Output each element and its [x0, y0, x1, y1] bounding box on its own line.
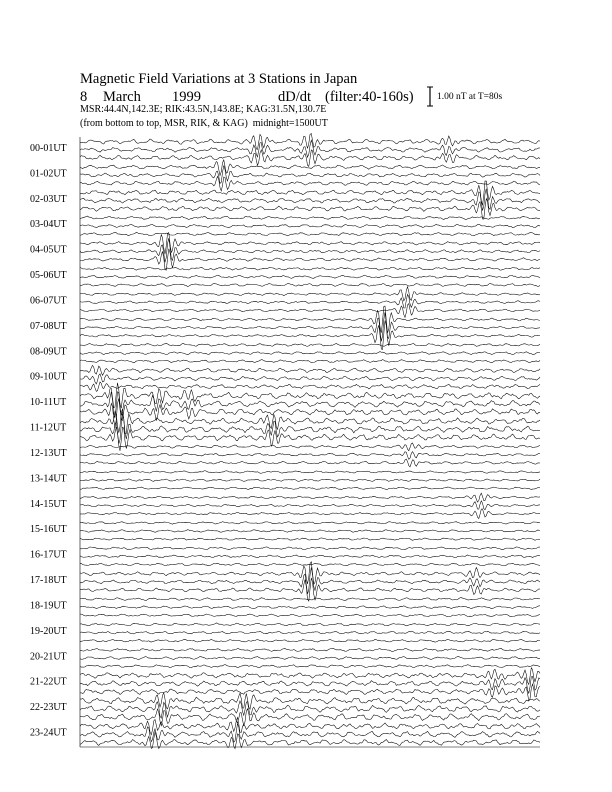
stations-line: MSR:44.4N,142.3E; RIK:43.5N,143.8E; KAG:31.5N,130.7E — [80, 104, 327, 115]
trace-msr — [80, 150, 540, 167]
trace-msr — [80, 382, 540, 391]
trace-msr — [80, 732, 540, 748]
date-day: 8 — [80, 89, 88, 105]
row-label: 06-07UT — [30, 295, 67, 307]
trace-kag — [80, 522, 540, 525]
trace-rik — [80, 224, 540, 227]
trace-rik — [80, 294, 540, 308]
trace-rik — [80, 238, 540, 262]
trace-msr — [80, 487, 540, 489]
trace-msr — [80, 360, 540, 363]
row-label: 02-03UT — [30, 193, 67, 205]
date-month: March — [103, 89, 141, 105]
trace-kag — [80, 471, 540, 474]
row-label: 16-17UT — [30, 549, 67, 561]
trace-msr — [80, 304, 540, 318]
trace-kag — [80, 383, 540, 408]
trace-kag — [80, 287, 540, 301]
row-label: 08-09UT — [30, 346, 67, 358]
trace-msr — [80, 509, 540, 519]
trace-msr — [80, 578, 540, 601]
row-label: 20-21UT — [30, 651, 67, 663]
quantity-label: dD/dt — [278, 89, 312, 105]
row-label: 05-06UT — [30, 270, 67, 282]
trace-kag — [80, 547, 540, 550]
scale-label: 1.00 nT at T=80s — [437, 92, 503, 102]
trace-rik — [80, 413, 540, 443]
trace-kag — [80, 409, 540, 434]
trace-rik — [80, 501, 540, 510]
trace-rik — [80, 479, 540, 481]
row-label: 01-02UT — [30, 168, 67, 180]
row-label: 13-14UT — [30, 473, 67, 485]
trace-rik — [80, 657, 540, 660]
trace-kag — [80, 493, 540, 502]
row-label: 04-05UT — [30, 244, 67, 256]
row-label: 23-24UT — [30, 727, 67, 739]
trace-msr — [80, 639, 540, 642]
midnight-note: midnight=1500UT — [252, 118, 328, 129]
trace-rik — [80, 555, 540, 558]
trace-rik — [80, 374, 540, 384]
trace-kag — [80, 267, 540, 270]
scale-bar-icon — [427, 87, 433, 106]
row-label: 00-01UT — [30, 142, 67, 154]
date-year: 1999 — [172, 89, 201, 105]
trace-msr — [80, 427, 540, 451]
trace-msr — [80, 684, 540, 701]
row-label-layer — [30, 143, 67, 739]
trace-rik — [80, 631, 540, 633]
trace-rik — [80, 530, 540, 533]
row-label: 17-18UT — [30, 575, 67, 587]
trace-msr — [80, 232, 540, 235]
row-label: 03-04UT — [30, 219, 67, 231]
row-label: 22-23UT — [30, 702, 67, 714]
row-label: 07-08UT — [30, 320, 67, 332]
row-label: 11-12UT — [30, 422, 67, 434]
row-label: 19-20UT — [30, 625, 67, 637]
trace-kag — [80, 443, 540, 451]
trace-kag — [80, 216, 540, 220]
trace-msr — [80, 665, 540, 668]
trace-rik — [80, 676, 540, 693]
trace-kag — [80, 365, 540, 375]
trace-msr — [80, 538, 540, 540]
trace-kag — [80, 623, 540, 626]
filter-label: (filter:40-160s) — [325, 89, 414, 105]
trace-rik — [80, 452, 540, 460]
trace-kag — [80, 648, 540, 651]
row-label: 21-22UT — [30, 676, 67, 688]
trace-msr — [80, 283, 540, 286]
chart-title: Magnetic Field Variations at 3 Stations in Japan — [80, 71, 358, 87]
order-note: (from bottom to top, MSR, RIK, & KAG) — [80, 118, 248, 129]
order-line — [80, 118, 328, 129]
row-label: 14-15UT — [30, 498, 67, 510]
trace-msr — [80, 614, 540, 617]
plot-frame — [80, 137, 540, 747]
trace-msr — [80, 398, 540, 427]
trace-kag — [80, 693, 540, 709]
row-label: 15-16UT — [30, 524, 67, 536]
trace-msr — [80, 459, 540, 467]
trace-rik — [80, 275, 540, 278]
trace-kag — [80, 668, 540, 685]
trace-kag — [80, 233, 540, 255]
trace-rik — [80, 140, 540, 157]
trace-rik — [80, 701, 540, 718]
row-label: 18-19UT — [30, 600, 67, 612]
trace-kag — [80, 343, 540, 346]
trace-rik — [80, 352, 540, 355]
row-label: 09-10UT — [30, 371, 67, 383]
trace-rik — [80, 312, 540, 341]
row-label: 12-13UT — [30, 447, 67, 459]
trace-kag — [80, 598, 540, 601]
row-label: 10-11UT — [30, 397, 67, 409]
trace-rik — [80, 606, 540, 609]
trace-msr — [80, 176, 540, 191]
trace-layer — [80, 133, 540, 748]
